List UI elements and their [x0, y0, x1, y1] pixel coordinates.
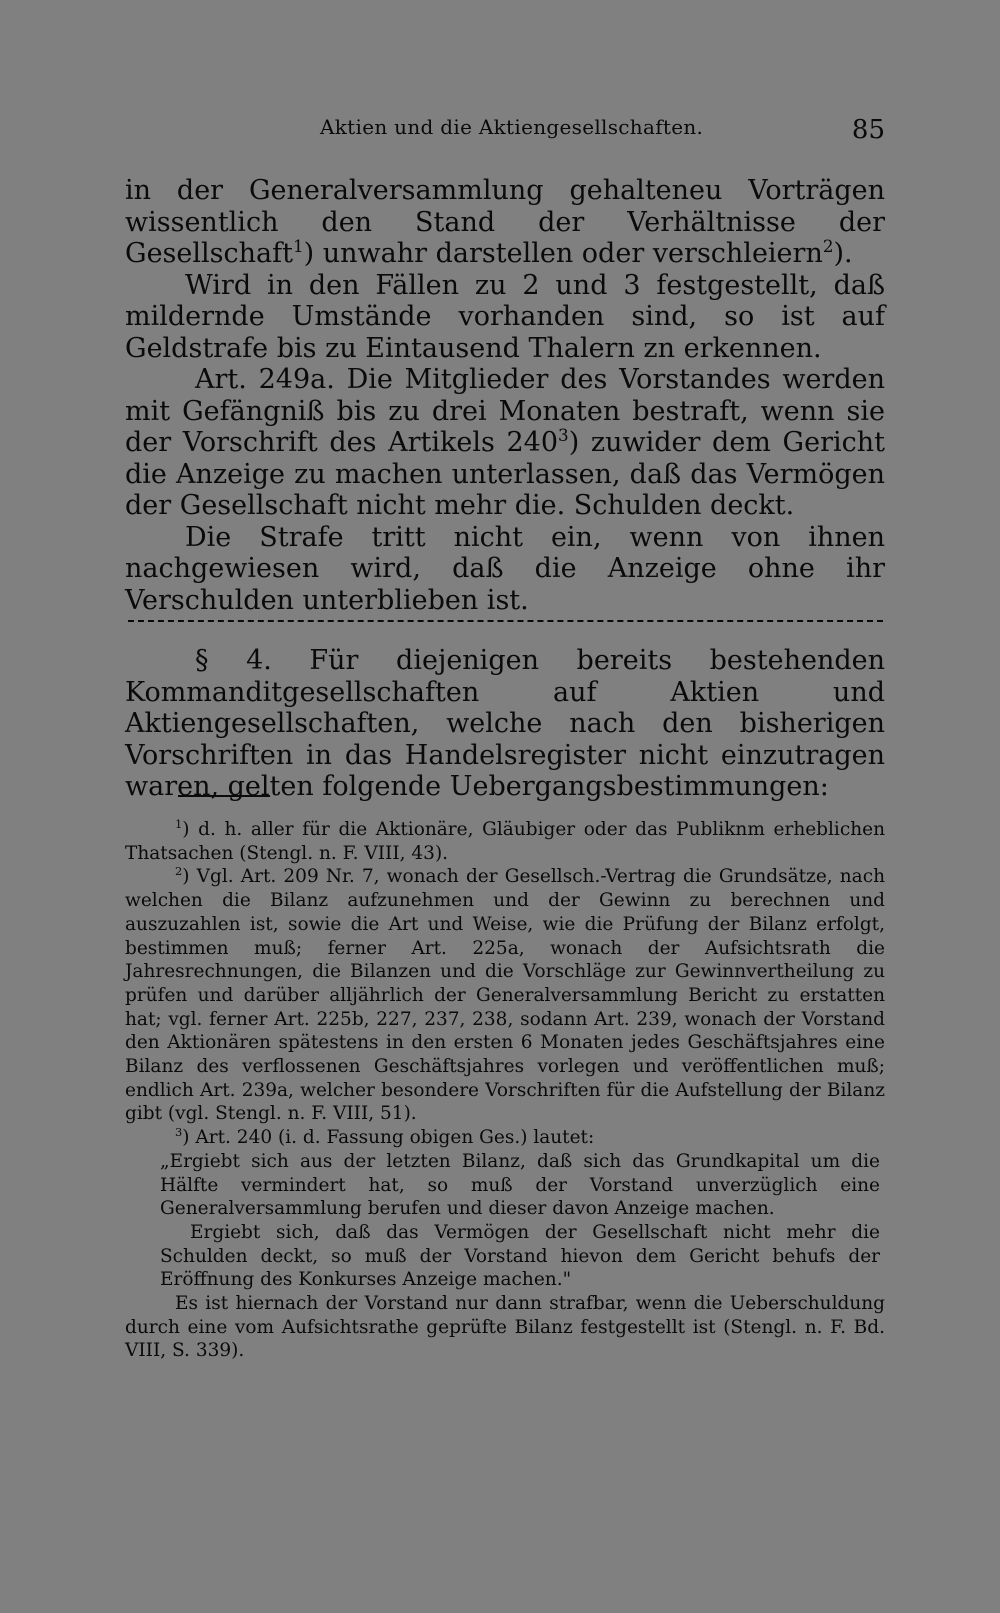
- footnote-3-quote-1: „Ergiebt sich aus der letzten Bilanz, daß sich das Grundkapital um die Hälfte vermindert hat, so muß der Vorstand unverzüglich eine Generalversammlung berufen und dieser davon Anzeige machen.: [160, 1150, 880, 1220]
- paragraph-article-249a: Art. 249a. Die Mitglieder des Vorstandes werden mit Gefängniß bis zu drei Monaten bestraft, wenn sie der Vorschrift des Artikels $240^3$) zuwider dem Gericht die Anzeige zu machen unterlassen, daß das Vermögen der Gesellschaft nicht mehr die. Schulden deckt.: [125, 364, 886, 521]
- footnote-ref: 2: [822, 236, 834, 256]
- footnote-3-commentary: Es ist hiernach der Vorstand nur dann strafbar, wenn die Ueberschuldung durch eine vom Aufsichtsrathe geprüfte Bilanz festgestellt ist (Stengl. n. F. Bd. VIII, S. 339).: [125, 1293, 885, 1362]
- footnote-ref: 1: [292, 236, 304, 256]
- footnote-separator: [178, 795, 270, 797]
- paragraph-mitigating-circumstances: Wird in den Fällen zu 2 und 3 festgestellt, daß mildernde Umstände vorhanden sind, so ist auf Geldstrafe bis zu Eintausend Thalern zn erkennen.: [125, 269, 885, 364]
- footnote-3: $^3$) Art. 240 (i. d. Fassung obigen Ges.) lautet:: [175, 1124, 595, 1149]
- main-text: [125, 175, 885, 616]
- footnote-3-quote-2: Ergiebt sich, daß das Vermögen der Gesellschaft nicht mehr die Schulden deckt, so muß der Vorstand hievon dem Gericht behufs der Eröffnung des Konkurses Anzeige machen.": [160, 1221, 880, 1291]
- paragraph-penalty-exemption: Die Strafe tritt nicht ein, wenn von ihnen nachgewiesen wird, daß die Anzeige ohne ihr Verschulden unterblieben ist.: [125, 521, 885, 616]
- page-number: 85: [851, 115, 885, 145]
- running-header: [125, 115, 885, 145]
- footnote-ref: 3: [558, 425, 569, 445]
- running-header-title: Aktien und die Aktiengesellschaften.: [320, 115, 704, 139]
- footnote-1: $^1$) d. h. aller für die Aktionäre, Gläubiger oder das Publiknm erheblichen Thatsachen (Stengl. n. F. VIII, 43).: [125, 816, 885, 864]
- footnotes: [125, 818, 885, 1363]
- paragraph-continuation: in der Generalversammlung gehalteneu Vorträgen wissentlich den Stand der Verhältnisse der Gesellschaft$^1$) unwahr darstellen oder verschleiern$^2$).: [125, 175, 885, 269]
- footnote-2: $^2$) Vgl. Art. 209 Nr. 7, wonach der Gesellsch.-Vertrag die Grundsätze, nach welchen die Bilanz aufzunehmen und der Gewinn zu berechnen und auszuzahlen ist, sowie die Art und Weise, wie die Prüfung der Bilanz erfolgt, bestimmen muß; ferner Art. 225a, wonach der Aufsichtsrath die Jahresrechnungen, die Bilanzen und die Vorschläge zur Gewinnvertheilung zu prüfen und darüber alljährlich der Generalversammlung Bericht zu erstatten hat; vgl. ferner Art. 225b, 227, 237, 238, sodann Art. 239, wonach der Vorstand den Aktionären spätestens in den ersten 6 Monaten jedes Geschäftsjahres eine Bilanz des verflossenen Geschäftsjahres vorlegen und veröffentlichen muß; endlich Art. 239a, welcher besondere Vorschriften für die Aufstellung der Bilanz gibt (vgl. Stengl. n. F. VIII, 51).: [125, 864, 885, 1125]
- dashed-divider: [128, 620, 883, 622]
- paragraph-section-4: § 4. Für diejenigen bereits bestehenden Kommanditgesellschaften auf Aktien und Aktiengesellschaften, welche nach den bisherigen Vorschriften in das Handelsregister nicht einzutragen waren, gelten folgende Uebergangsbestimmungen:: [125, 645, 885, 802]
